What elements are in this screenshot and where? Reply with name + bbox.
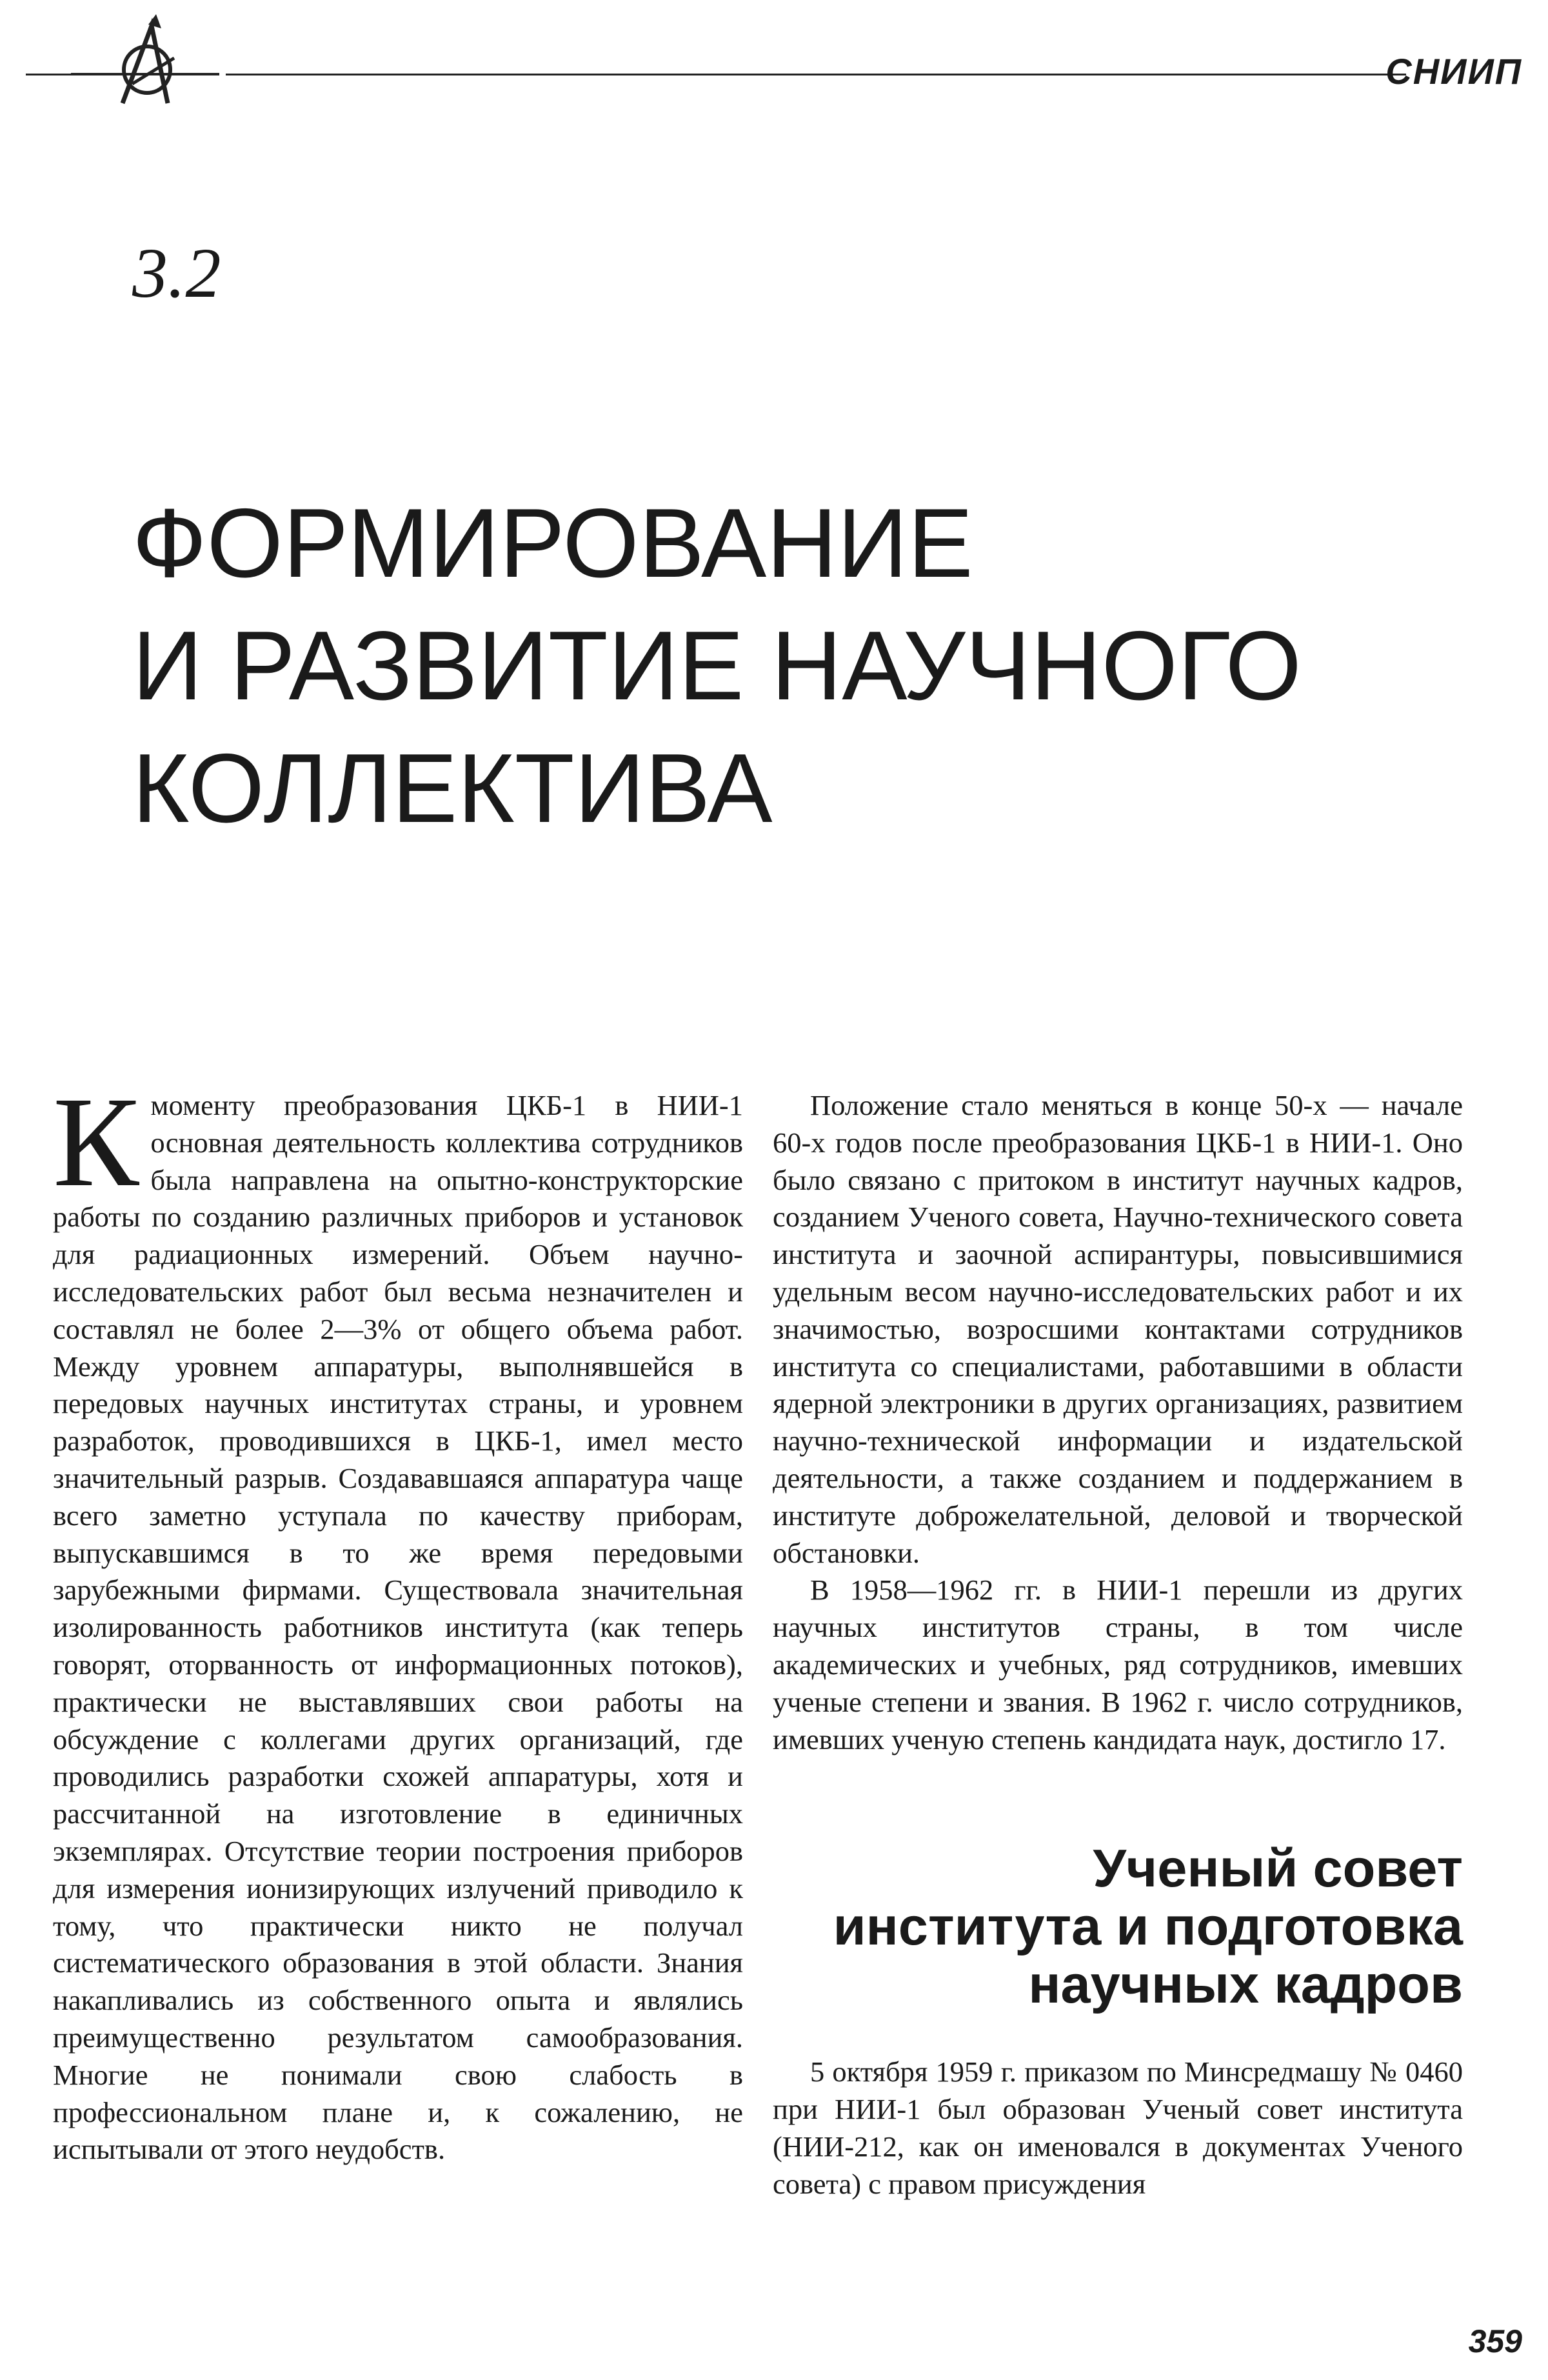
page-number: 359 xyxy=(1468,2323,1522,2359)
chapter-title-line: И РАЗВИТИЕ НАУЧНОГО xyxy=(132,610,1302,721)
right-column xyxy=(773,1087,1463,2203)
subsection-heading-line: Ученый совет xyxy=(1093,1838,1463,1899)
header-rule-left xyxy=(26,74,103,75)
left-column xyxy=(53,1071,743,2168)
paragraph-text: моменту преобразования ЦКБ-1 в НИИ-1 основная деятельность коллектива сотрудников была направлена на опытно-конструкторские работы по созданию различных приборов и установок для радиационных измерений. Объем научно-исследовательских работ был весьма незначителен и составлял не более 2—3% от общего объема работ. Между уровнем аппаратуры, выполнявшейся в передовых научных институтах страны, и уровнем разработок, проводившихся в ЦКБ-1, имел место значительный разрыв. Создававшаяся аппаратура чаще всего заметно уступала по качеству приборам, выпускавшимся в то же время передовыми зарубежными фирмами. Существовала значительная изолированность работников института (как теперь говорят, оторванность от информационных потоков), практически не выставлявших свои работы на обсуждение с коллегами других организаций, где проводились разработки схожей аппаратуры, хотя и рассчитанной на изготовление в единичных экземплярах. Отсутствие теории построения приборов для измерения ионизирующих излучений приводило к тому, что практически никто не получал систематического образования в этой области. Знания накапливались из собственного опыта и являлись преимущественно результатом самообразования. Многие не понимали свою слабость в профессиональном плане и, к сожалению, не испытывали от этого неудобств. xyxy=(53,1089,743,2166)
body-paragraph: Положение стало меняться в конце 50-х — начале 60-х годов после преобразования ЦКБ-1 в НИИ-1. Оно было связано с притоком в институт научных кадров, созданием Ученого совета, Научно-технического совета института и заочной аспирантуры, повысившимися удельным весом научно-исследовательских работ и их значимостью, возросшими контактами сотрудников института со специалистами, работавшими в области ядерной электроники в других организациях, развитием научно-технической информации и издательской деятельности, а также созданием и поддержанием в институте доброжелательной, деловой и творческой обстановки. xyxy=(773,1089,1463,1569)
subsection-heading-line: научных кадров xyxy=(1028,1954,1463,2015)
subsection-heading xyxy=(773,1839,1463,2014)
body-paragraph: 5 октября 1959 г. приказом по Минсредмашу № 0460 при НИИ-1 был образован Ученый совет института (НИИ-212, как он именовался в документах Ученого совета) с правом присуждения xyxy=(773,2055,1463,2200)
drop-cap: К xyxy=(53,1071,139,1214)
chapter-title-line: ФОРМИРОВАНИЕ xyxy=(132,488,973,598)
chapter-title-line: КОЛЛЕКТИВА xyxy=(132,733,773,843)
running-head: СНИИП xyxy=(1385,51,1522,92)
header-rule xyxy=(226,74,1406,75)
chapter-title xyxy=(132,482,1358,850)
subsection-heading-line: института и подготовка xyxy=(833,1896,1463,1957)
section-number: 3.2 xyxy=(132,234,221,312)
body-paragraph xyxy=(53,1071,743,2168)
institute-logo-icon xyxy=(71,13,219,110)
body-paragraph: В 1958—1962 гг. в НИИ-1 перешли из других научных институтов страны, в том числе академических и учебных, ряд сотрудников, имевших ученые степени и звания. В 1962 г. число сотрудников, имевших ученую степень кандидата наук, достигло 17. xyxy=(773,1574,1463,1755)
